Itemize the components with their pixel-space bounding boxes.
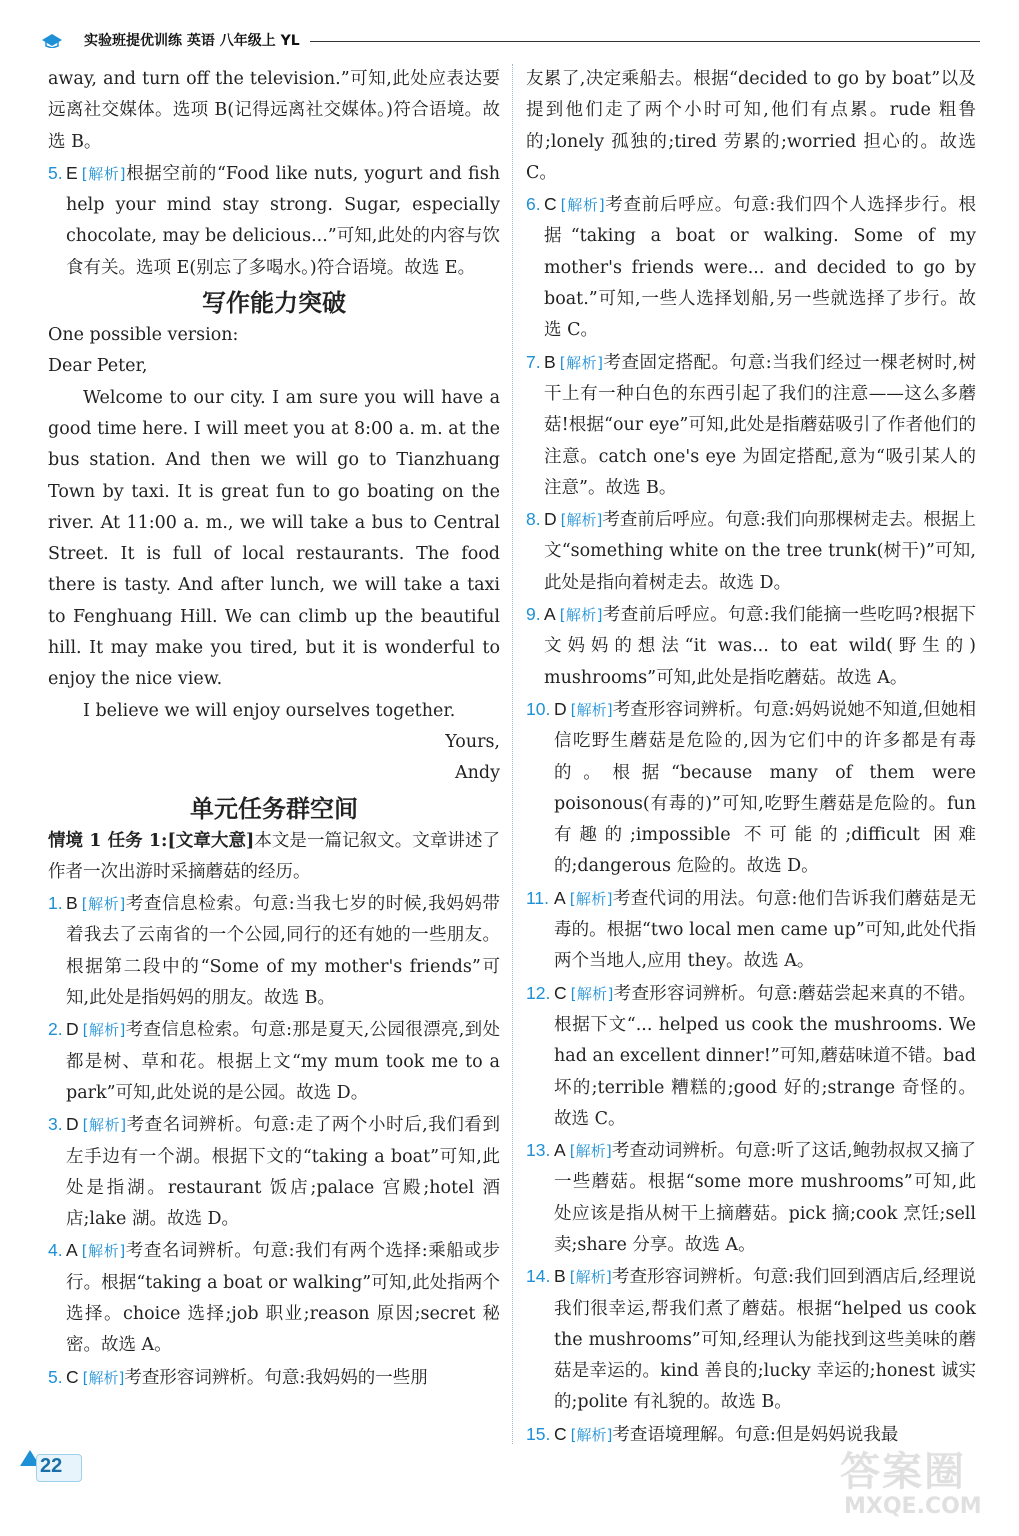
watermark-logo <box>800 1440 1000 1526</box>
letter-closing: Yours, <box>445 731 500 752</box>
item-number: 1. <box>48 893 63 914</box>
analysis-tag: [解析] <box>559 353 603 372</box>
item-number: 9. <box>526 604 541 625</box>
item-number: 7. <box>526 351 541 372</box>
task-section-title: 单元任务群空间 <box>190 794 358 823</box>
item-answer: A <box>544 604 556 625</box>
answer-item-10 <box>526 694 976 883</box>
intro-label: 情境 1 任务 1: <box>48 830 168 851</box>
header-rule <box>310 41 980 42</box>
item-answer: C <box>554 982 567 1003</box>
analysis-tag: [解析] <box>81 1242 126 1261</box>
letter-signature: Andy <box>455 763 500 784</box>
item-number: 15. <box>526 1423 551 1444</box>
writing-section-title: 写作能力突破 <box>202 289 346 318</box>
item-number: 6. <box>526 194 541 215</box>
answer-item-8 <box>526 504 976 599</box>
answer-item-9 <box>526 599 976 694</box>
watermark-sub: MXQE.COM <box>844 1494 982 1519</box>
item-answer: D <box>544 509 557 530</box>
column-divider <box>512 64 513 1444</box>
continued-text: away, and turn off the television.”可知,此处应表达要远离社交媒体。选项 B(记得远离社交媒体。)符合语境。故选 B。 <box>48 69 500 152</box>
answer-item-12 <box>526 978 976 1135</box>
item-answer: B <box>544 351 556 372</box>
item-text: 考查形容词辨析。句意:我们回到酒店后,经理说我们很幸运,帮我们煮了蘑菇。根据“helped us cook the mushrooms”可知,经理认为能找到这些美味的蘑菇是幸运的。kind 善良的;lucky 幸运的;honest 诚实的;polite 有礼貌的。故选 B。 <box>554 1267 976 1413</box>
analysis-tag: [解析] <box>570 1425 613 1444</box>
item-text: 考查固定搭配。句意:当我们经过一棵老树时,树干上有一种白色的东西引起了我们的注意——这么多蘑菇!根据“our eye”可知,此处是指蘑菇吸引了作者他们的注意。catch one's eye 为固定搭配,意为“吸引某人的注意”。故选 B。 <box>544 352 976 498</box>
analysis-tag: [解析] <box>81 895 126 914</box>
answer-item-14 <box>526 1261 976 1418</box>
analysis-tag: [解析] <box>569 889 613 908</box>
item-number: 14. <box>526 1266 551 1287</box>
answer-item-11 <box>526 883 976 978</box>
continued-text: 友累了,决定乘船去。根据“decided to go by boat”以及提到他们走了两个小时可知,他们有点累。rude 粗鲁的;lonely 孤独的;tired 劳累的;worried 担心的。故选 C。 <box>526 69 976 183</box>
item-text: 考查信息检索。句意:当我七岁的时候,我妈妈带着我去了云南省的一个公园,同行的还有她的一些朋友。根据第二段中的“Some of my mother's friends”可知,此处是指妈妈的朋友。故选 B。 <box>66 894 500 1009</box>
left-column <box>48 64 500 1394</box>
item-text: 考查形容词辨析。句意:蘑菇尝起来真的不错。根据下文“... helped us cook the mushrooms. We had an excellent dinner!”可知,蘑菇味道不错。bad 坏的;terrible 糟糕的;good 好的;strange 奇怪的。故选 C。 <box>554 983 976 1129</box>
intro-paragraph <box>48 826 500 889</box>
letter-paragraph-1: Welcome to our city. I am sure you will have a good time here. I will meet you at 8:00 a. m. at the bus station. And then we will go to Tianzhuang Town by taxi. It is great fun to go boating on the river. At 11:00 a. m., we will take a bus to Central Street. It is full of local restaurants. The food there is tasty. And after lunch, we will take a taxi to Fenghuang Hill. We can climb up the beautiful hill. It may make you tired, but it is wonderful to enjoy the nice view. <box>48 387 500 690</box>
analysis-tag: [解析] <box>82 1368 125 1387</box>
item-text: 考查动词辨析。句意:听了这话,鲍勃叔叔又摘了一些蘑菇。根据“some more mushrooms”可知,此处应该是指从树干上摘蘑菇。pick 摘;cook 烹饪;sell 卖;share 分享。故选 A。 <box>554 1141 976 1255</box>
intro-text: 本文是一篇记叙文。文章讲述了作者一次出游时采摘蘑菇的经历。 <box>48 830 501 882</box>
page-number: 22 <box>40 1455 63 1477</box>
answer-item-6 <box>526 189 976 346</box>
analysis-tag: [解析] <box>570 984 614 1003</box>
answer-item-13 <box>526 1135 976 1261</box>
item-number: 3. <box>48 1114 63 1135</box>
item-answer: E <box>66 162 78 183</box>
item-number: 2. <box>48 1019 63 1040</box>
item-answer: A <box>554 887 566 908</box>
item-answer: A <box>554 1140 566 1161</box>
item-number: 10. <box>526 698 551 719</box>
item-answer: D <box>66 1114 79 1135</box>
item-text: 考查名词辨析。句意:我们有两个选择:乘船或步行。根据“taking a boat or walking”可知,此处指两个选择。choice 选择;job 职业;reason 原因;secret 秘密。故选 A。 <box>66 1241 500 1356</box>
right-column <box>526 64 976 1451</box>
answer-item-5 <box>48 158 500 284</box>
analysis-tag: [解析] <box>560 196 605 215</box>
page-header <box>40 30 980 52</box>
analysis-tag: [解析] <box>82 1021 126 1040</box>
item-number: 11. <box>526 887 550 908</box>
version-label: One possible version: <box>48 325 239 346</box>
header-title: 实验班提优训练 英语 八年级上 YL <box>84 33 300 49</box>
item-number: 12. <box>526 982 551 1003</box>
item-text: 考查前后呼应。句意:我们四个人选择步行。根据“taking a boat or walking. Some of my mother's friends were... and decided to go by boat.”可知,一些人选择划船,另一些就选择了步行。故选 C。 <box>544 195 976 341</box>
watermark-main: 答案圈 <box>840 1449 966 1495</box>
item-number: 13. <box>526 1140 551 1161</box>
item-number: 5. <box>48 1366 63 1387</box>
item-answer: B <box>66 893 78 914</box>
page-footer <box>20 1448 80 1488</box>
answer-item-5b <box>48 1362 500 1394</box>
analysis-tag: [解析] <box>559 606 603 625</box>
item-text: 考查代词的用法。句意:他们告诉我们蘑菇是无毒的。根据“two local men came up”可知,此处代指两个当地人,应用 they。故选 A。 <box>554 888 976 972</box>
answer-item-7 <box>526 347 976 504</box>
item-text: 考查语境理解。句意:但是妈妈说我最 <box>612 1424 899 1445</box>
item-answer: B <box>554 1266 566 1287</box>
item-text: 考查形容词辨析。句意:妈妈说她不知道,但她相信吃野生蘑菇是危险的,因为它们中的许多都是有毒的。根据“because many of them were poisonous(有毒的)”可知,吃野生蘑菇是危险的。fun 有趣的;impossible 不可能的;difficult 困难的;dangerous 危险的。故选 D。 <box>554 699 976 877</box>
answer-item-2 <box>48 1014 500 1109</box>
item-number: 5. <box>48 162 63 183</box>
item-answer: D <box>554 698 567 719</box>
intro-tag: [文章大意] <box>167 830 255 851</box>
item-answer: D <box>66 1019 79 1040</box>
answer-item-3 <box>48 1109 500 1235</box>
analysis-tag: [解析] <box>81 164 126 183</box>
item-answer: C <box>66 1366 79 1387</box>
item-answer: C <box>554 1423 567 1444</box>
item-text: 考查形容词辨析。句意:我妈妈的一些朋 <box>124 1367 428 1388</box>
book-logo-icon <box>40 32 64 48</box>
item-text: 考查前后呼应。句意:我们向那棵树走去。根据上文“something white on the tree trunk(树干)”可知,此处是指向着树走去。故选 D。 <box>544 510 976 593</box>
analysis-tag: [解析] <box>560 511 603 530</box>
answer-item-4 <box>48 1235 500 1361</box>
item-answer: C <box>544 194 557 215</box>
item-text: 根据空前的“Food like nuts, yogurt and fish help your mind stay strong. Sugar, especially chocolate, may be delicious...”可知,此处的内容与饮食有关。选项 E(别忘了多喝水。)符合语境。故选 E。 <box>66 163 500 278</box>
answer-item-1 <box>48 888 500 1014</box>
item-number: 8. <box>526 509 541 530</box>
item-number: 4. <box>48 1240 63 1261</box>
item-text: 考查名词辨析。句意:走了两个小时后,我们看到左手边有一个湖。根据下文的“taking a boat”可知,此处是指湖。restaurant 饭店;palace 宫殿;hotel 酒店;lake 湖。故选 D。 <box>66 1115 500 1230</box>
analysis-tag: [解析] <box>82 1116 127 1135</box>
analysis-tag: [解析] <box>570 700 613 719</box>
letter-paragraph-2: I believe we will enjoy ourselves together. <box>83 700 456 721</box>
analysis-tag: [解析] <box>569 1142 612 1161</box>
analysis-tag: [解析] <box>569 1268 612 1287</box>
item-text: 考查前后呼应。句意:我们能摘一些吃吗?根据下文妈妈的想法“it was... to eat wild(野生的) mushrooms”可知,此处是指吃蘑菇。故选 A。 <box>544 605 976 688</box>
item-text: 考查信息检索。句意:那是夏天,公园很漂亮,到处都是树、草和花。根据上文“my mum took me to a park”可知,此处说的是公园。故选 D。 <box>66 1020 500 1103</box>
item-answer: A <box>66 1240 78 1261</box>
letter-greeting: Dear Peter, <box>48 356 148 377</box>
